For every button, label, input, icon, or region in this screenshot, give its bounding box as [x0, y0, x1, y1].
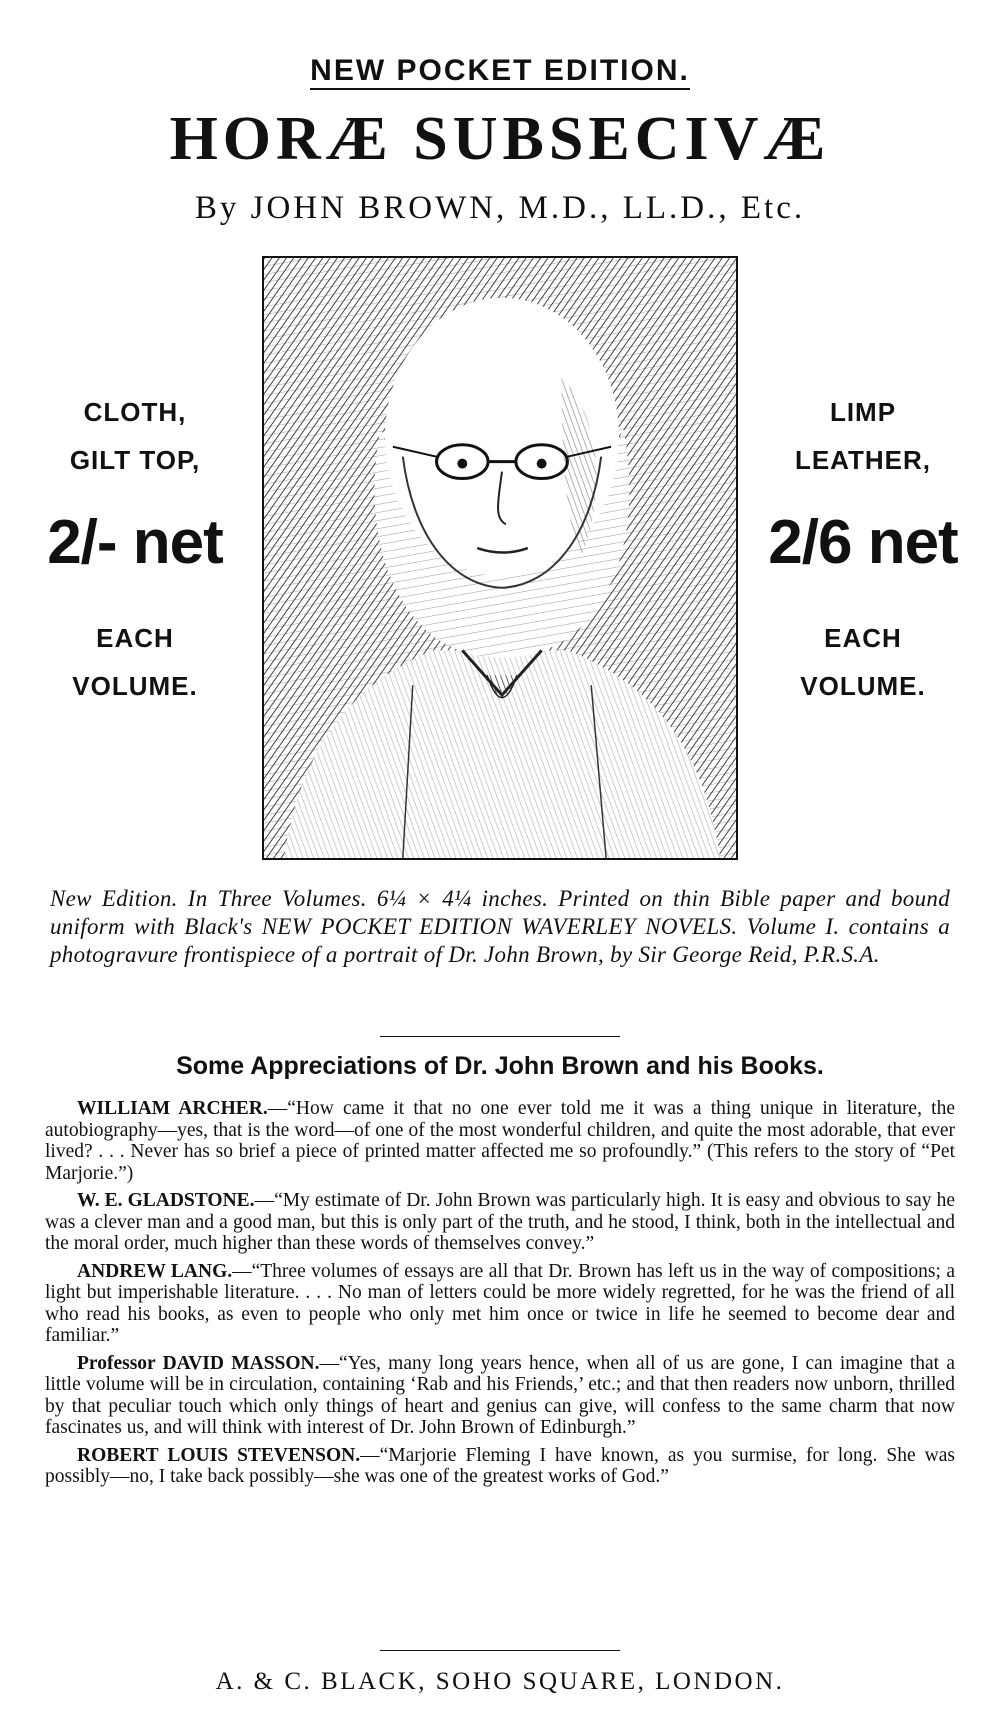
- portrait-engraving-image: [264, 258, 736, 858]
- leather-price: 2/6 net: [768, 508, 958, 577]
- cloth-line-1: CLOTH,: [83, 397, 187, 427]
- critic-name: WILLIAM ARCHER.: [77, 1098, 268, 1119]
- critic-quote: —“Three volumes of essays are all that Dr. Brown has left us in the way of compositions; a light but imperishable literature. . . . No man of letters could be more widely regretted, for he was the friend of all who read his books, as even to people who only met him once or twice in life he seemed to become dear and familiar.”: [45, 1260, 955, 1346]
- edition-label: NEW POCKET EDITION.: [310, 54, 690, 90]
- leather-line-3: EACH: [824, 623, 902, 653]
- critic-quote: —“Marjorie Fleming I have known, as you surmise, for long. She was possibly—no, I take back possibly—she was one of the greatest works of God.”: [45, 1444, 955, 1487]
- author-portrait: [262, 256, 738, 860]
- cloth-price-panel: [40, 388, 230, 710]
- publisher-imprint: A. & C. BLACK, SOHO SQUARE, LONDON.: [215, 1668, 785, 1695]
- edition-banner: [0, 54, 1000, 88]
- appreciation-item: [45, 1190, 955, 1255]
- cloth-line-4: VOLUME.: [72, 671, 198, 701]
- cloth-line-2: GILT TOP,: [69, 445, 201, 475]
- appreciation-item: [45, 1445, 955, 1488]
- cloth-price: 2/- net: [47, 508, 223, 577]
- divider-rule: [380, 1650, 620, 1651]
- book-title: HORÆ SUBSECIVÆ: [169, 105, 831, 173]
- appreciations-list: [45, 1098, 955, 1494]
- critic-name: Professor DAVID MASSON.: [77, 1352, 320, 1374]
- critic-quote: —“My estimate of Dr. John Brown was particularly high. It is easy and obvious to say he was a clever man and a good man, but this is only part of the truth, and he stood, I think, both in the intellectual and the moral order, much higher than these words of themselves convey.”: [45, 1190, 956, 1254]
- appreciations-heading: Some Appreciations of Dr. John Brown and his Books.: [176, 1052, 824, 1080]
- leather-price-panel: [768, 388, 958, 710]
- author-byline: By JOHN BROWN, M.D., LL.D., Etc.: [194, 190, 806, 226]
- critic-name: W. E. GLADSTONE.: [77, 1190, 255, 1211]
- appreciation-item: [45, 1098, 955, 1184]
- critic-quote: —“Yes, many long years hence, when all of us are gone, I can imagine that a little volume will be in circulation, containing ‘Rab and his Friends,’ etc.; and that then readers now unborn, thrilled by that peculiar touch which only things of heart and genius can give, will confess to the same charm that now fascinates us, and will think with interest of Dr. John Brown of Edinburgh.”: [45, 1352, 955, 1438]
- leather-line-2: LEATHER,: [794, 445, 932, 475]
- leather-line-4: VOLUME.: [800, 671, 926, 701]
- critic-name: ANDREW LANG.: [77, 1260, 233, 1282]
- appreciation-item: [45, 1261, 955, 1347]
- divider-rule: [380, 1036, 620, 1037]
- edition-description: New Edition. In Three Volumes. 6¼ × 4¼ inches. Printed on thin Bible paper and bound uniform with Black's NEW POCKET EDITION WAVERLEY NOVELS. Volume I. contains a photogravure frontispiece of a portrait of Dr. John Brown, by Sir George Reid, P.R.S.A.: [50, 886, 950, 967]
- appreciation-item: [45, 1353, 955, 1439]
- leather-line-1: LIMP: [829, 397, 897, 427]
- critic-quote: —“How came it that no one ever told me it was a thing unique in literature, the autobiography—yes, that is the word—of one of the most wonderful children, and quite the most adorable, that ever lived? . . . Never has so brief a piece of printed matter affected me so profoundly.” (This refers to the story of “Pet Marjorie.”): [45, 1098, 956, 1184]
- cloth-line-3: EACH: [96, 623, 174, 653]
- critic-name: ROBERT LOUIS STEVENSON.: [77, 1444, 361, 1466]
